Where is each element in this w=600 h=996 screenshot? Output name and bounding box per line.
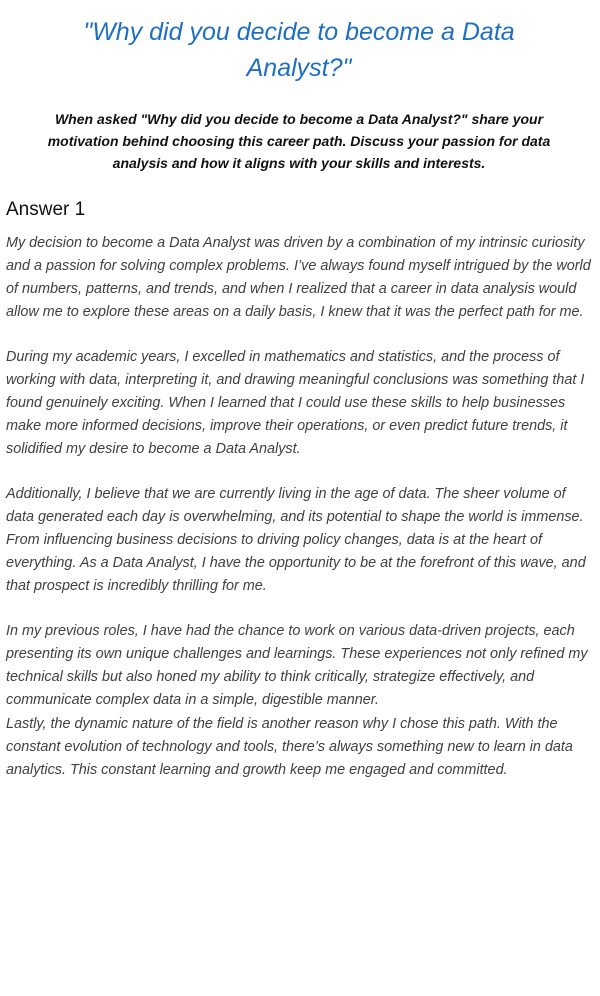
answer-paragraph-3: Additionally, I believe that we are currently living in the age of data. The sheer volume of data generated each day is overwhelming, and its potential to shape the world is immense. From influencing business decisions to driving policy changes, data is at the heart of everything. As a Data Analyst, I have the opportunity to be at the forefront of this wave, and that prospect is incredibly thrilling for me. xyxy=(6,486,586,594)
page-title: "Why did you decide to become a Data Analyst?" xyxy=(83,18,515,82)
answer-paragraph-4: In my previous roles, I have had the chance to work on various data-driven projects, each presenting its own unique challenges and learnings. These experiences not only refined my technical skills but also honed my ability to think critically, strategize effectively, and communicate complex data in a simple, digestible manner. xyxy=(6,623,588,708)
answer-paragraph-1: My decision to become a Data Analyst was driven by a combination of my intrinsic curiosity and a passion for solving complex problems. I’ve always found myself intrigued by the world of numbers, patterns, and trends, and when I realized that a career in data analysis would allow me to explore these areas on a daily basis, I knew that it was the perfect path for me. xyxy=(6,235,591,320)
answer-paragraph-2: During my academic years, I excelled in mathematics and statistics, and the process of working with data, interpreting it, and drawing meaningful conclusions was something that I found genuinely exciting. When I learned that I could use these skills to help businesses make more informed decisions, improve their operations, or even predict future trends, it solidified my desire to become a Data Analyst. xyxy=(6,349,585,457)
answer-body xyxy=(6,232,592,782)
answer-heading: Answer 1 xyxy=(6,199,86,220)
answer-paragraph-5: Lastly, the dynamic nature of the field is another reason why I chose this path. With the constant evolution of technology and tools, there’s always something new to learn in data analytics. This constant learning and growth keep me engaged and committed. xyxy=(6,716,573,778)
question-prompt: When asked "Why did you decide to become a Data Analyst?" share your motivation behind choosing this career path. Discuss your passion for data analysis and how it aligns with your skills and interests. xyxy=(47,111,551,171)
